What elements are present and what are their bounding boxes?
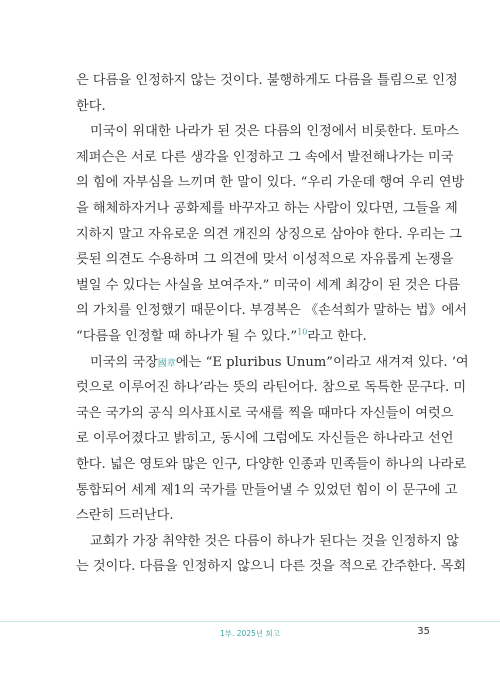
text-line	[76, 324, 428, 350]
hanja-annotation: 國章	[157, 358, 176, 369]
text-line: 의 힘에 자부심을 느끼며 한 말이 있다. “우리 가운데 행여 우리 연방	[76, 175, 465, 191]
text-line: 을 해체하자거나 공화제를 바꾸자고 하는 사람이 있다면, 그들을 제	[76, 200, 458, 216]
text-line: 는 것이다. 다름을 인정하지 않으니 다른 것을 적으로 간주한다. 목회	[76, 559, 467, 575]
text-line: 한다.	[76, 98, 106, 114]
text-line: 지하지 말고 자유로운 의견 개진의 상징으로 삼아야 한다. 우리는 그	[76, 226, 462, 242]
text-line: 럿으로 이루어진 하나’라는 뜻의 라틴어다. 참으로 독특한 문구다. 미	[76, 380, 467, 396]
text-line: 국은 국가의 공식 의사표시로 국새를 찍을 때마다 자신들이 여럿으	[76, 405, 454, 421]
text-line: 한다. 넓은 영토와 많은 인구, 다양한 인종과 민족들이 하나의 나라로	[76, 456, 467, 472]
text-fragment: 에는 “E pluribus Unum”이라고 새겨져 있다. ‘여	[175, 354, 469, 370]
running-footer: 1부. 2025년 회고	[220, 629, 280, 638]
body-text	[76, 68, 469, 580]
text-line: 통합되어 세계 제1의 국가를 만들어낼 수 있었던 힘이 이 문구에 고	[76, 482, 458, 498]
text-line: 미국이 위대한 나라가 된 것은 다름의 인정에서 비롯한다. 토마스	[90, 124, 459, 140]
text-line: 로 이루어졌다고 밝히고, 동시에 그럼에도 자신들은 하나라고 선언	[76, 431, 454, 447]
text-line: 벌일 수 있다는 사실을 보여주자.” 미국이 세계 최강이 된 것은 다름	[76, 277, 461, 293]
text-line: 제퍼슨은 서로 다른 생각을 인정하고 그 속에서 발전해나가는 미국	[76, 149, 454, 165]
text-line: 스란히 드러난다.	[76, 508, 174, 524]
text-fragment: 라고 한다.	[307, 328, 367, 344]
footer-divider	[0, 621, 500, 622]
text-line: 의 가치를 인정했기 때문이다. 부경복은 《손석희가 말하는 법》에서	[76, 303, 468, 319]
text-fragment: 미국의 국장	[90, 354, 158, 370]
quote-text: “다름을 인정할 때 하나가 될 수 있다.”	[76, 328, 298, 344]
text-line: 은 다름을 인정하지 않는 것이다. 불행하게도 다름을 틀림으로 인정	[76, 73, 458, 88]
text-line: 교회가 가장 취약한 것은 다름이 하나가 된다는 것을 인정하지 않	[90, 533, 459, 549]
text-line: 릇된 의견도 수용하며 그 의견에 맞서 이성적으로 자유롭게 논쟁을	[76, 252, 454, 268]
text-line	[76, 350, 469, 376]
page-number: 35	[417, 626, 430, 637]
footnote-reference[interactable]: 10	[297, 327, 308, 337]
